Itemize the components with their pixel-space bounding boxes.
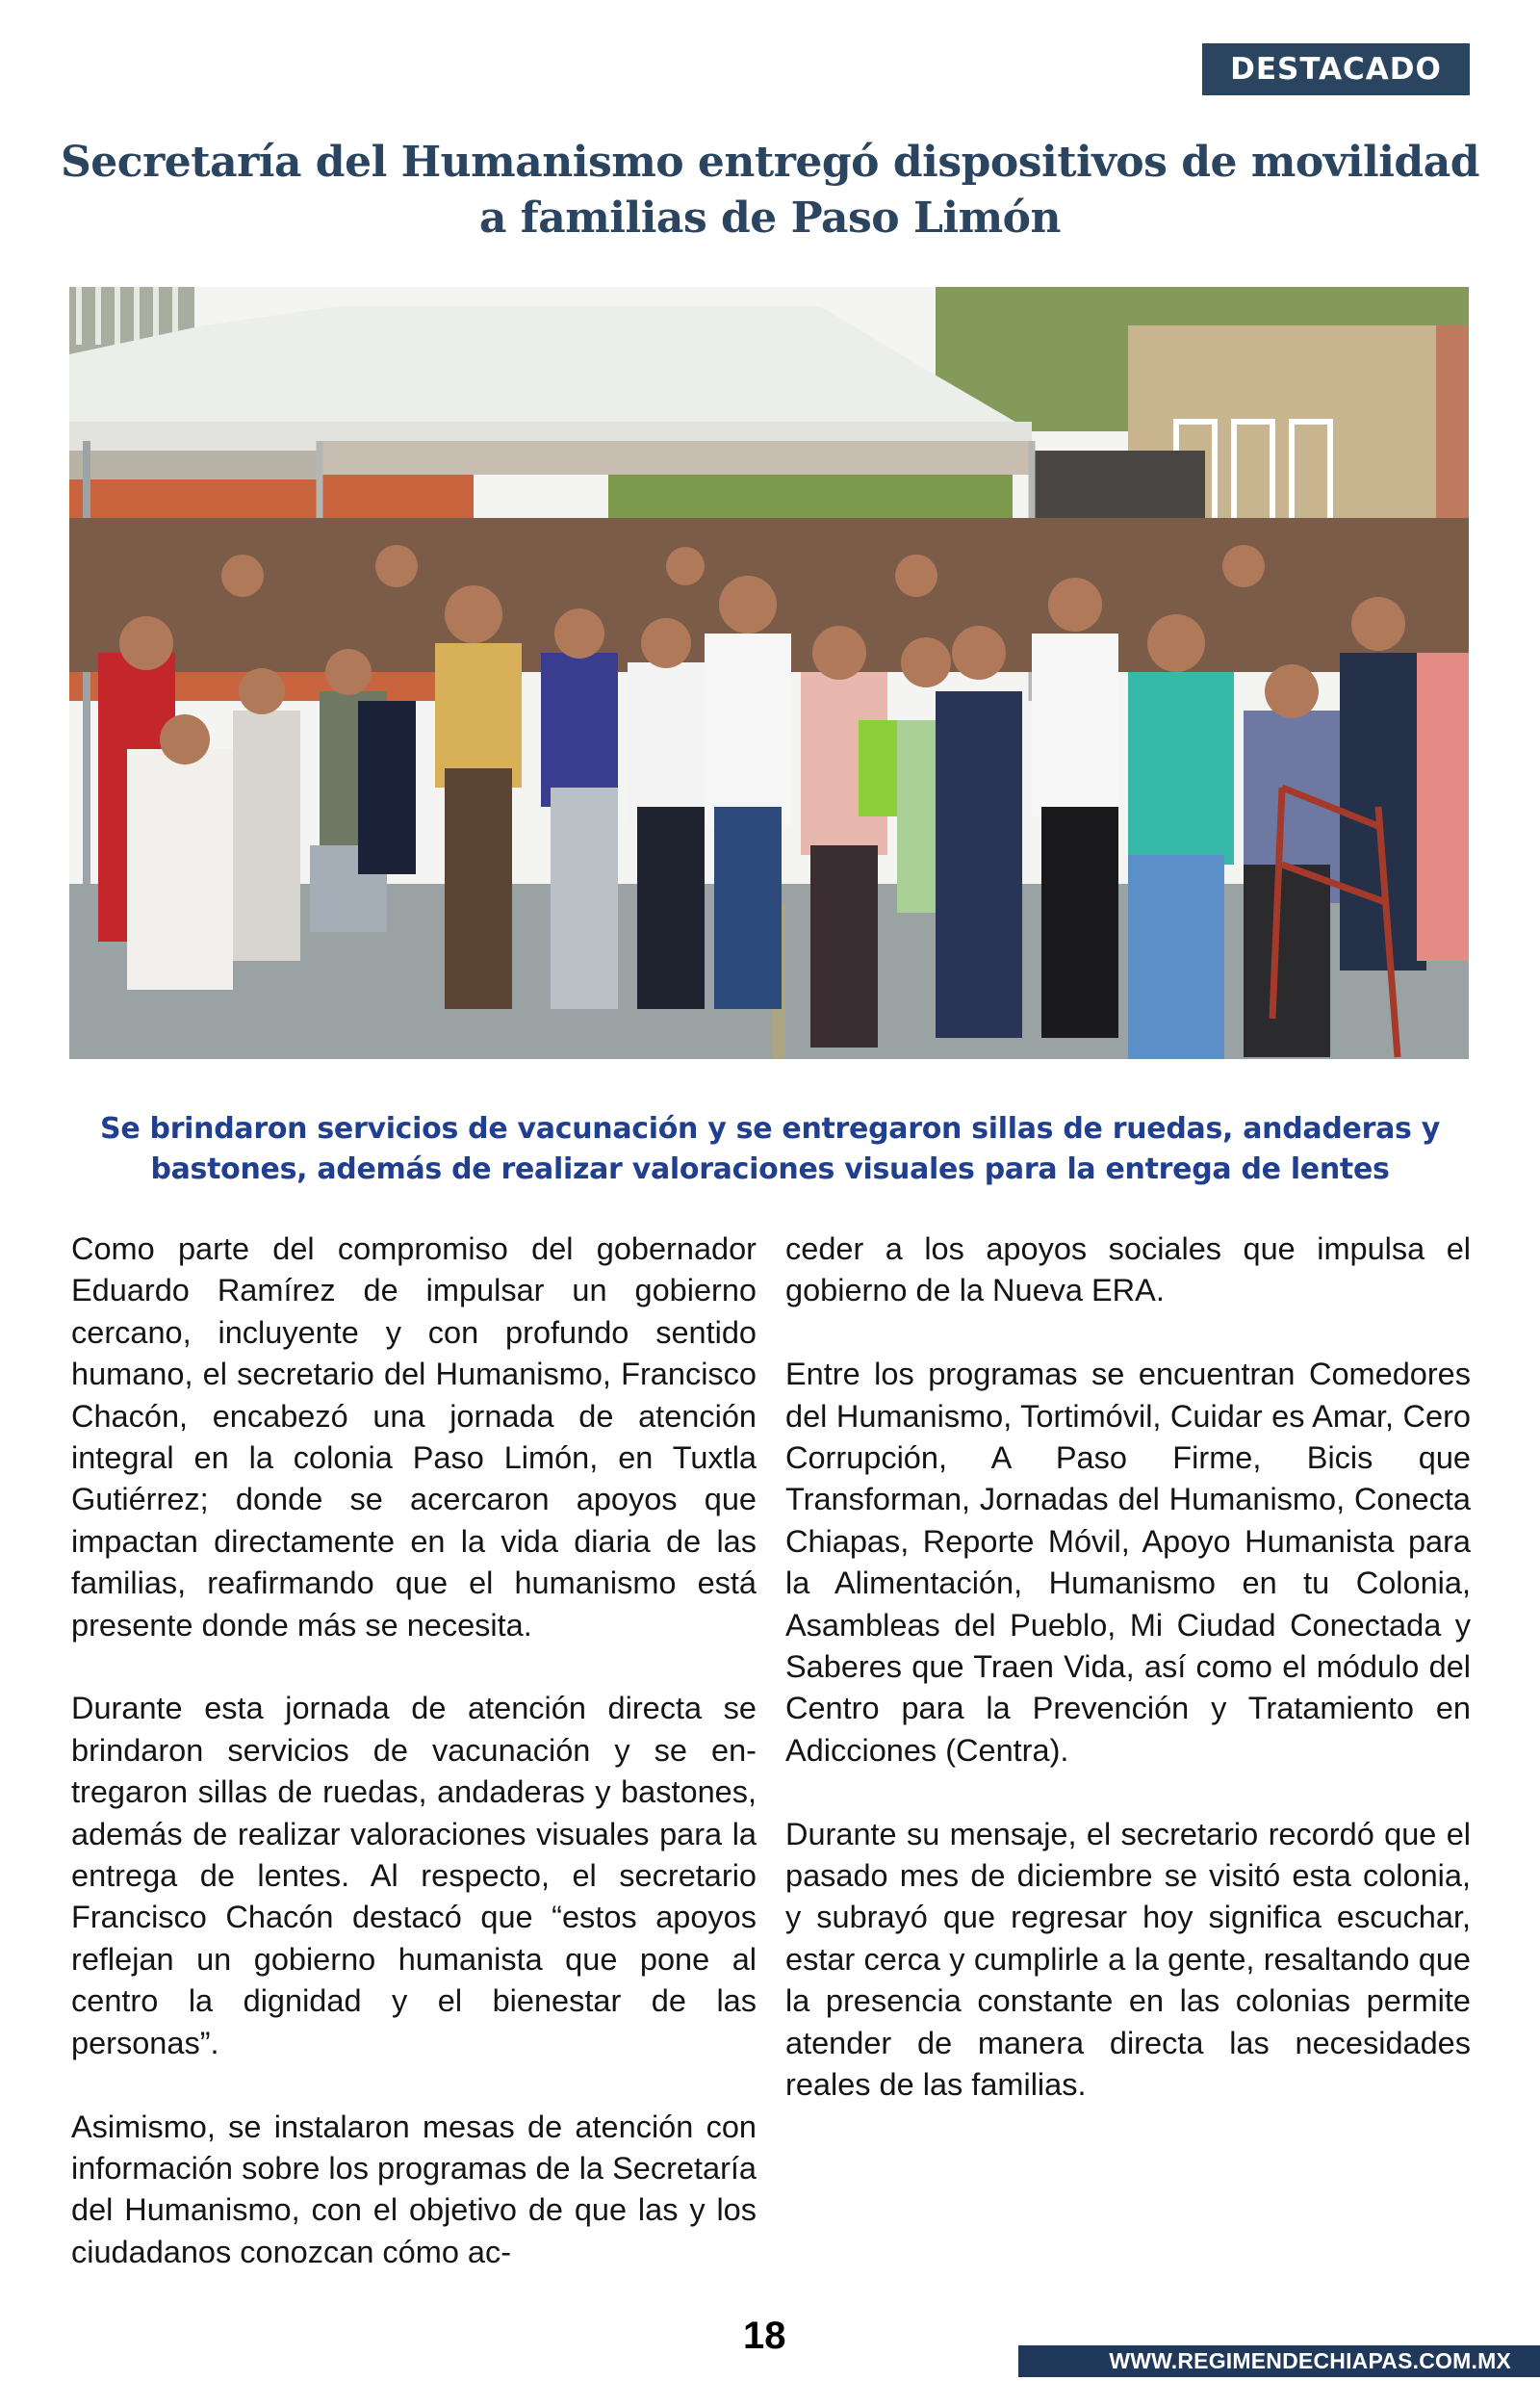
article-headline: Secretaría del Humanismo entregó dispositivos de movilidad a familias de Paso Limón — [61, 138, 1479, 243]
website-link[interactable]: WWW.REGIMENDECHIAPAS.COM.MX — [1109, 2348, 1511, 2373]
page-number: 18 — [743, 2315, 786, 2357]
section-badge: DESTACADO — [1202, 43, 1470, 95]
photo-illustration — [69, 287, 1469, 1059]
body-paragraph: Asimismo, se instalaron mesas de atención con información sobre los programas de la Secretaría del Humanismo, con el objetivo de que las y los ciudadanos conozcan cómo ac- — [71, 2109, 757, 2269]
body-paragraph: Como parte del compromiso del gobernador Eduardo Ramírez de impulsar un gobierno cercano, incluyente y con profundo sentido humano, el secretario del Humanismo, Francisco Chacón, encabezó una jornada de atención integral en la colonia Paso Limón, en Tuxtla Gutiérrez; donde se acercaron apoyos que impactan directamente en la vida diaria de las familias, reafirmando que el humanismo está presente donde más se necesita. — [71, 1231, 757, 1643]
article-photo — [69, 287, 1469, 1059]
photo-tent-underside — [320, 441, 1032, 475]
body-paragraph: Entre los programas se encuentran Comedores del Humanismo, Tortimóvil, Cuidar es Amar, Cero Corrupción, A Paso Firme, Bicis que Transforman, Jornadas del Humanismo, Conecta Chiapas, Reporte Móvil, Apoyo Humanista para la Alimentación, Humanismo en tu Colonia, Asambleas del Pueblo, Mi Ciudad Conectada y Saberes que Traen Vida, así como el módulo del Centro para la Prevención y Tratamiento en Adicciones (Centra). — [785, 1357, 1471, 1768]
body-paragraph: Durante su mensaje, el secretario recordó que el pasado mes de diciembre se visitó esta colonia, y subrayó que regresar hoy significa escuchar, estar cerca y cumplirle a la gente, resaltando que la presencia constante en las colonias permite atender de manera directa las necesidades reales de las familias. — [785, 1816, 1471, 2103]
body-paragraph: Durante esta jornada de atención directa se brindaron servicios de vacunación y se entregaron sillas de ruedas, andaderas y bastones, además de realizar valoraciones visuales para la entrega de lentes. Al respecto, el secretario Francisco Chacón destacó que “estos apoyos reflejan un gobierno humanista que pone al centro la dignidad y el bienestar de las personas”. — [71, 1691, 757, 2060]
body-column-left — [71, 1229, 757, 2273]
body-paragraph: ceder a los apoyos sociales que impulsa el gobierno de la Nueva ERA. — [785, 1231, 1471, 1308]
article-subhead: Se brindaron servicios de vacunación y se entregaron sillas de ruedas, andaderas y bastones, además de realizar valoraciones visuales para la entrega de lentes — [100, 1112, 1440, 1186]
footer-website-bar — [1018, 2345, 1540, 2377]
body-column-right — [785, 1229, 1471, 2107]
